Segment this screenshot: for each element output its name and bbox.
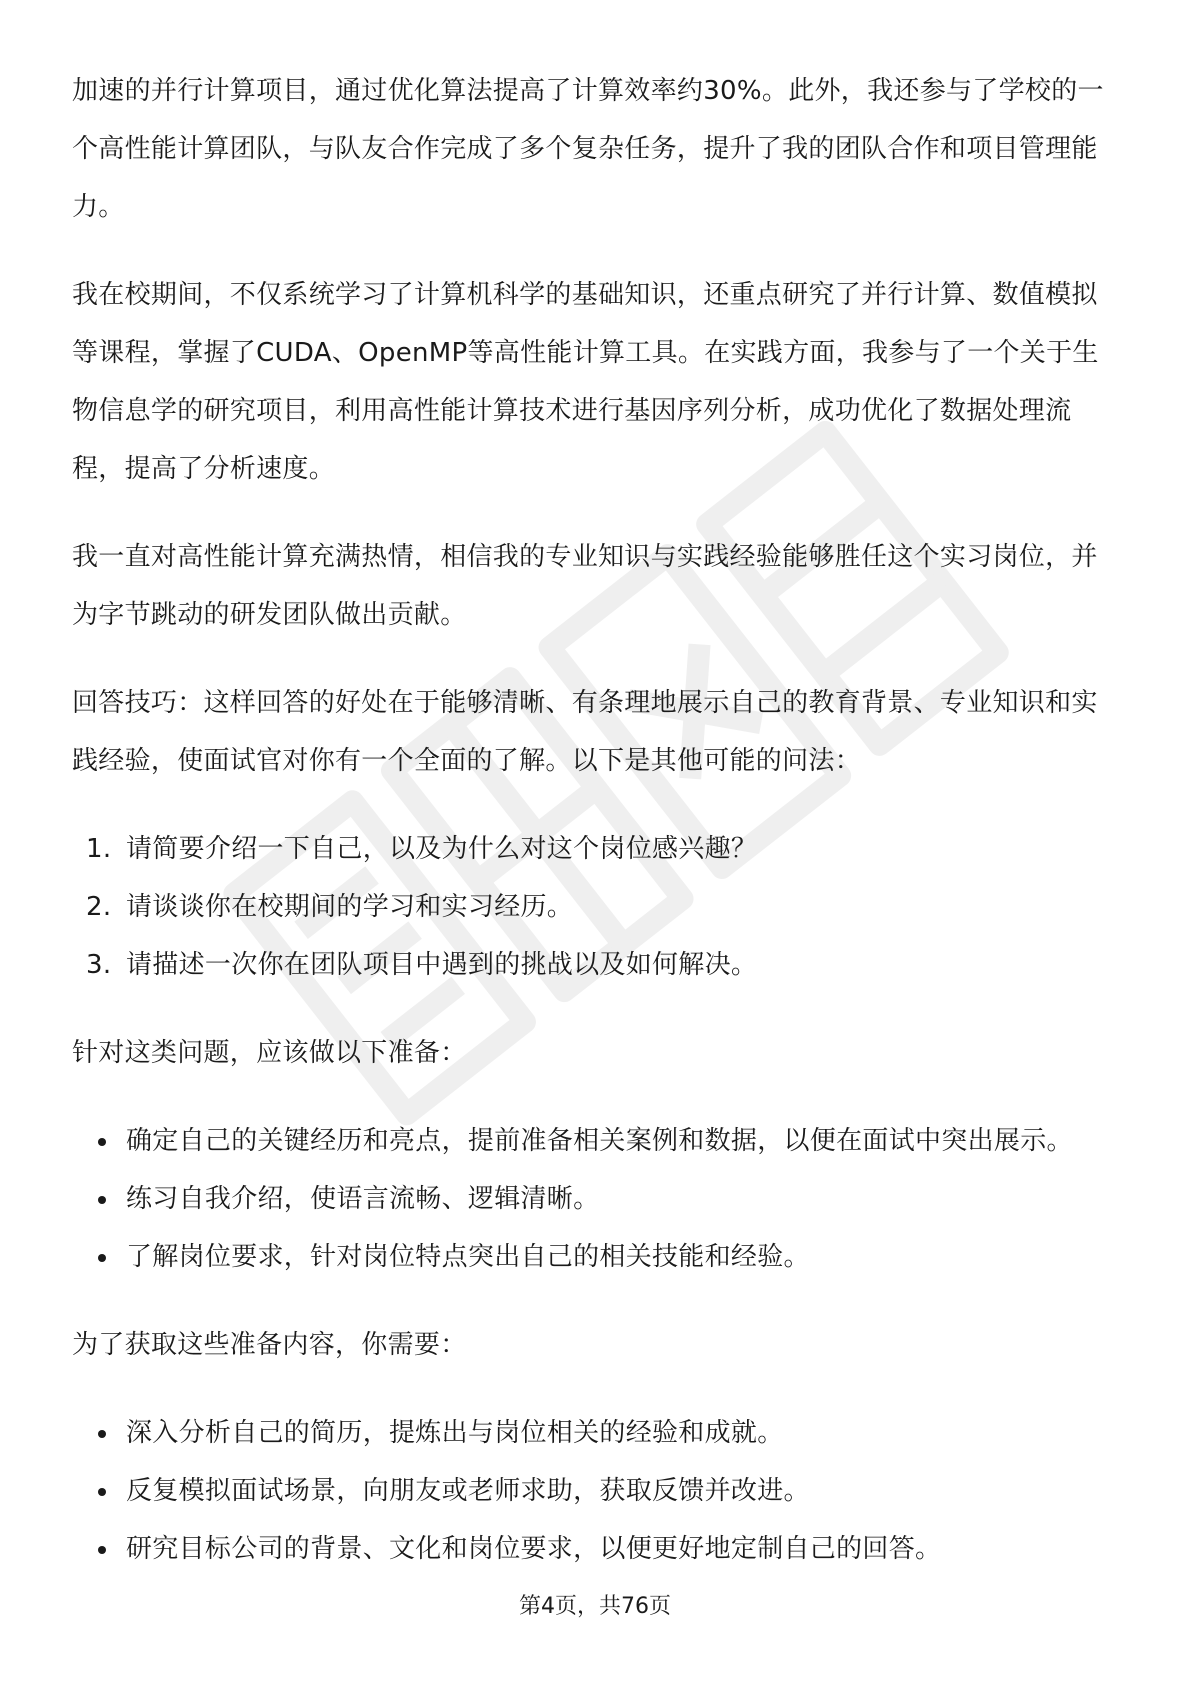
list-number: 3.	[86, 950, 112, 980]
list-item	[72, 936, 1118, 994]
list-item-text: 反复模拟面试场景，向朋友或老师求助，获取反馈并改进。	[126, 1476, 810, 1506]
paragraph-3: 我一直对高性能计算充满热情，相信我的专业知识与实践经验能够胜任这个实习岗位，并为字节跳动的研发团队做出贡献。	[72, 542, 1098, 630]
page-footer: 第4页，共76页	[519, 1594, 671, 1619]
document-body	[72, 62, 1118, 1608]
list-number: 1.	[86, 834, 112, 864]
list-item	[72, 1520, 1118, 1578]
bullet-icon	[98, 1196, 106, 1204]
bullet-icon	[98, 1430, 106, 1438]
list-item	[72, 820, 1118, 878]
prep-heading: 针对这类问题，应该做以下准备：	[72, 1038, 467, 1068]
paragraph-2: 我在校期间，不仅系统学习了计算机科学的基础知识，还重点研究了并行计算、数值模拟等课程，掌握了CUDA、OpenMP等高性能计算工具。在实践方面，我参与了一个关于生物信息学的研究项目，利用高性能计算技术进行基因序列分析，成功优化了数据处理流程，提高了分析速度。	[72, 280, 1099, 484]
gather-list	[72, 1404, 1118, 1578]
bullet-icon	[98, 1546, 106, 1554]
list-item	[72, 1404, 1118, 1462]
list-item-text: 了解岗位要求，针对岗位特点突出自己的相关技能和经验。	[126, 1242, 810, 1272]
list-item	[72, 1170, 1118, 1228]
bullet-icon	[98, 1138, 106, 1146]
list-item-text: 深入分析自己的简历，提炼出与岗位相关的经验和成就。	[126, 1418, 784, 1448]
list-item-text: 练习自我介绍，使语言流畅、逻辑清晰。	[126, 1184, 600, 1214]
gather-heading: 为了获取这些准备内容，你需要：	[72, 1330, 467, 1360]
list-item	[72, 878, 1118, 936]
prep-list	[72, 1112, 1118, 1286]
paragraph-1: 加速的并行计算项目，通过优化算法提高了计算效率约30%。此外，我还参与了学校的一个高性能计算团队，与队友合作完成了多个复杂任务，提升了我的团队合作和项目管理能力。	[72, 76, 1104, 222]
list-item	[72, 1112, 1118, 1170]
list-item	[72, 1462, 1118, 1520]
list-item-text: 确定自己的关键经历和亮点，提前准备相关案例和数据，以便在面试中突出展示。	[126, 1126, 1073, 1156]
list-item-text: 研究目标公司的背景、文化和岗位要求，以便更好地定制自己的回答。	[126, 1534, 942, 1564]
list-item-text: 请谈谈你在校期间的学习和实习经历。	[126, 892, 574, 922]
alternate-questions-list	[72, 820, 1118, 994]
list-item	[72, 1228, 1118, 1286]
bullet-icon	[98, 1254, 106, 1262]
list-number: 2.	[86, 892, 112, 922]
answer-tips-paragraph: 回答技巧：这样回答的好处在于能够清晰、有条理地展示自己的教育背景、专业知识和实践经验，使面试官对你有一个全面的了解。以下是其他可能的问法：	[72, 688, 1098, 776]
bullet-icon	[98, 1488, 106, 1496]
list-item-text: 请描述一次你在团队项目中遇到的挑战以及如何解决。	[126, 950, 758, 980]
list-item-text: 请简要介绍一下自己，以及为什么对这个岗位感兴趣？	[126, 834, 758, 864]
